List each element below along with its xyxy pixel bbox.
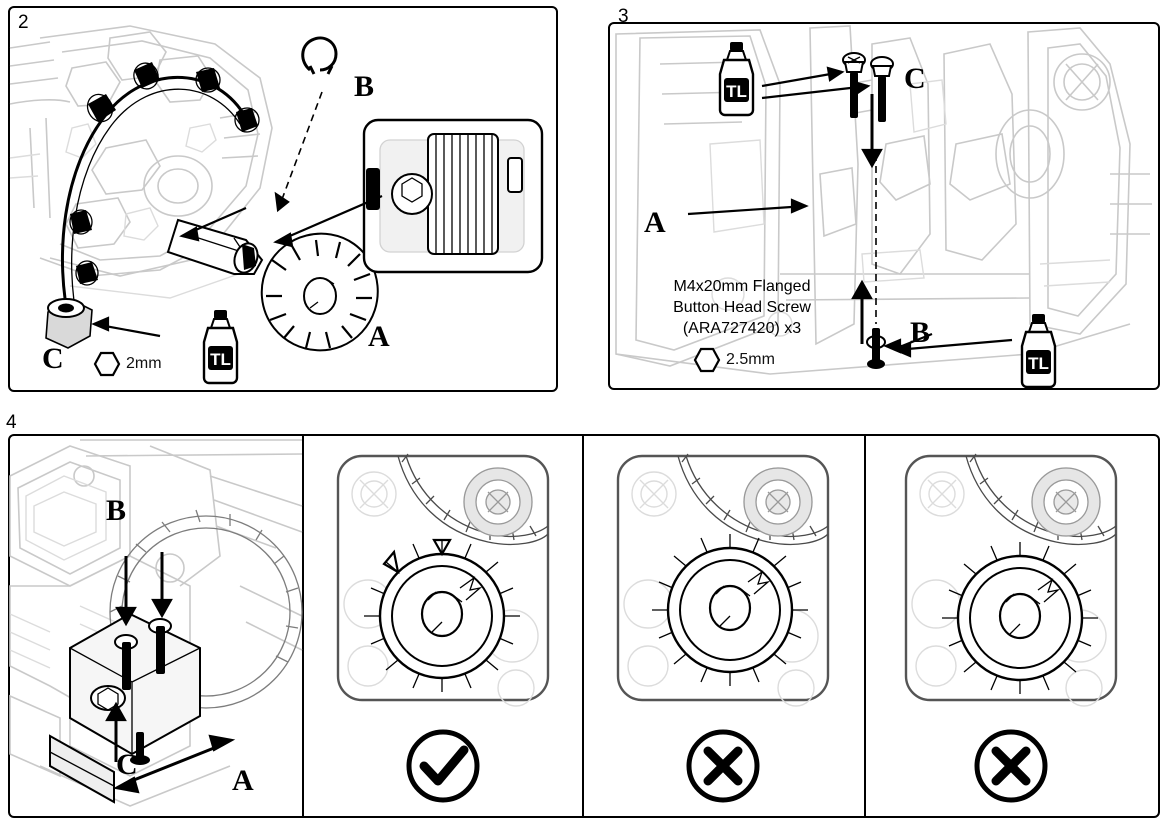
panel-4b-artwork (302, 436, 582, 816)
panel-4d-artwork (864, 436, 1158, 816)
callout-a-panel4: A (232, 764, 254, 797)
callout-c-panel3: C (904, 62, 926, 95)
panel-step-3 (608, 6, 1160, 390)
tool-hex-2mm (94, 352, 162, 376)
svg-text:TL: TL (1028, 354, 1049, 373)
threadlock-bottle-icon (706, 40, 766, 118)
hex-driver-icon (694, 348, 720, 372)
callout-c-panel4: C (116, 748, 138, 781)
tool-hex-2p5mm (694, 348, 775, 372)
threadlock-bottle-icon (1008, 312, 1068, 390)
callout-b-panel4: B (106, 494, 127, 527)
panel-number-4: 4 (6, 412, 17, 433)
panel-2-artwork (10, 8, 556, 390)
svg-text:TL: TL (726, 82, 747, 101)
panel-number-2: 2 (18, 12, 29, 33)
panel-step-2 (8, 6, 558, 392)
callout-b-panel2: B (354, 70, 375, 103)
panel-step-4 (6, 412, 1160, 818)
hex-driver-icon (94, 352, 120, 376)
panel-4a-artwork (10, 436, 302, 816)
callout-c-panel2: C (42, 342, 64, 375)
part-note-line-3: (ARA727420) x3 (682, 320, 802, 337)
callout-a-panel2: A (368, 320, 390, 353)
svg-text:TL: TL (210, 350, 231, 369)
panel-4c-artwork (582, 436, 864, 816)
part-note-panel3 (632, 276, 852, 339)
part-note-line-2: Button Head Screw (673, 299, 811, 316)
tool-hex-size-label: 2.5mm (726, 351, 775, 368)
callout-b-panel3: B (910, 316, 931, 349)
callout-a-panel3: A (644, 206, 666, 239)
panel-number-3: 3 (618, 6, 629, 27)
threadlock-bottle-icon (190, 308, 250, 386)
part-note-line-1: M4x20mm Flanged (673, 278, 811, 295)
tool-hex-size-label: 2mm (126, 355, 162, 372)
